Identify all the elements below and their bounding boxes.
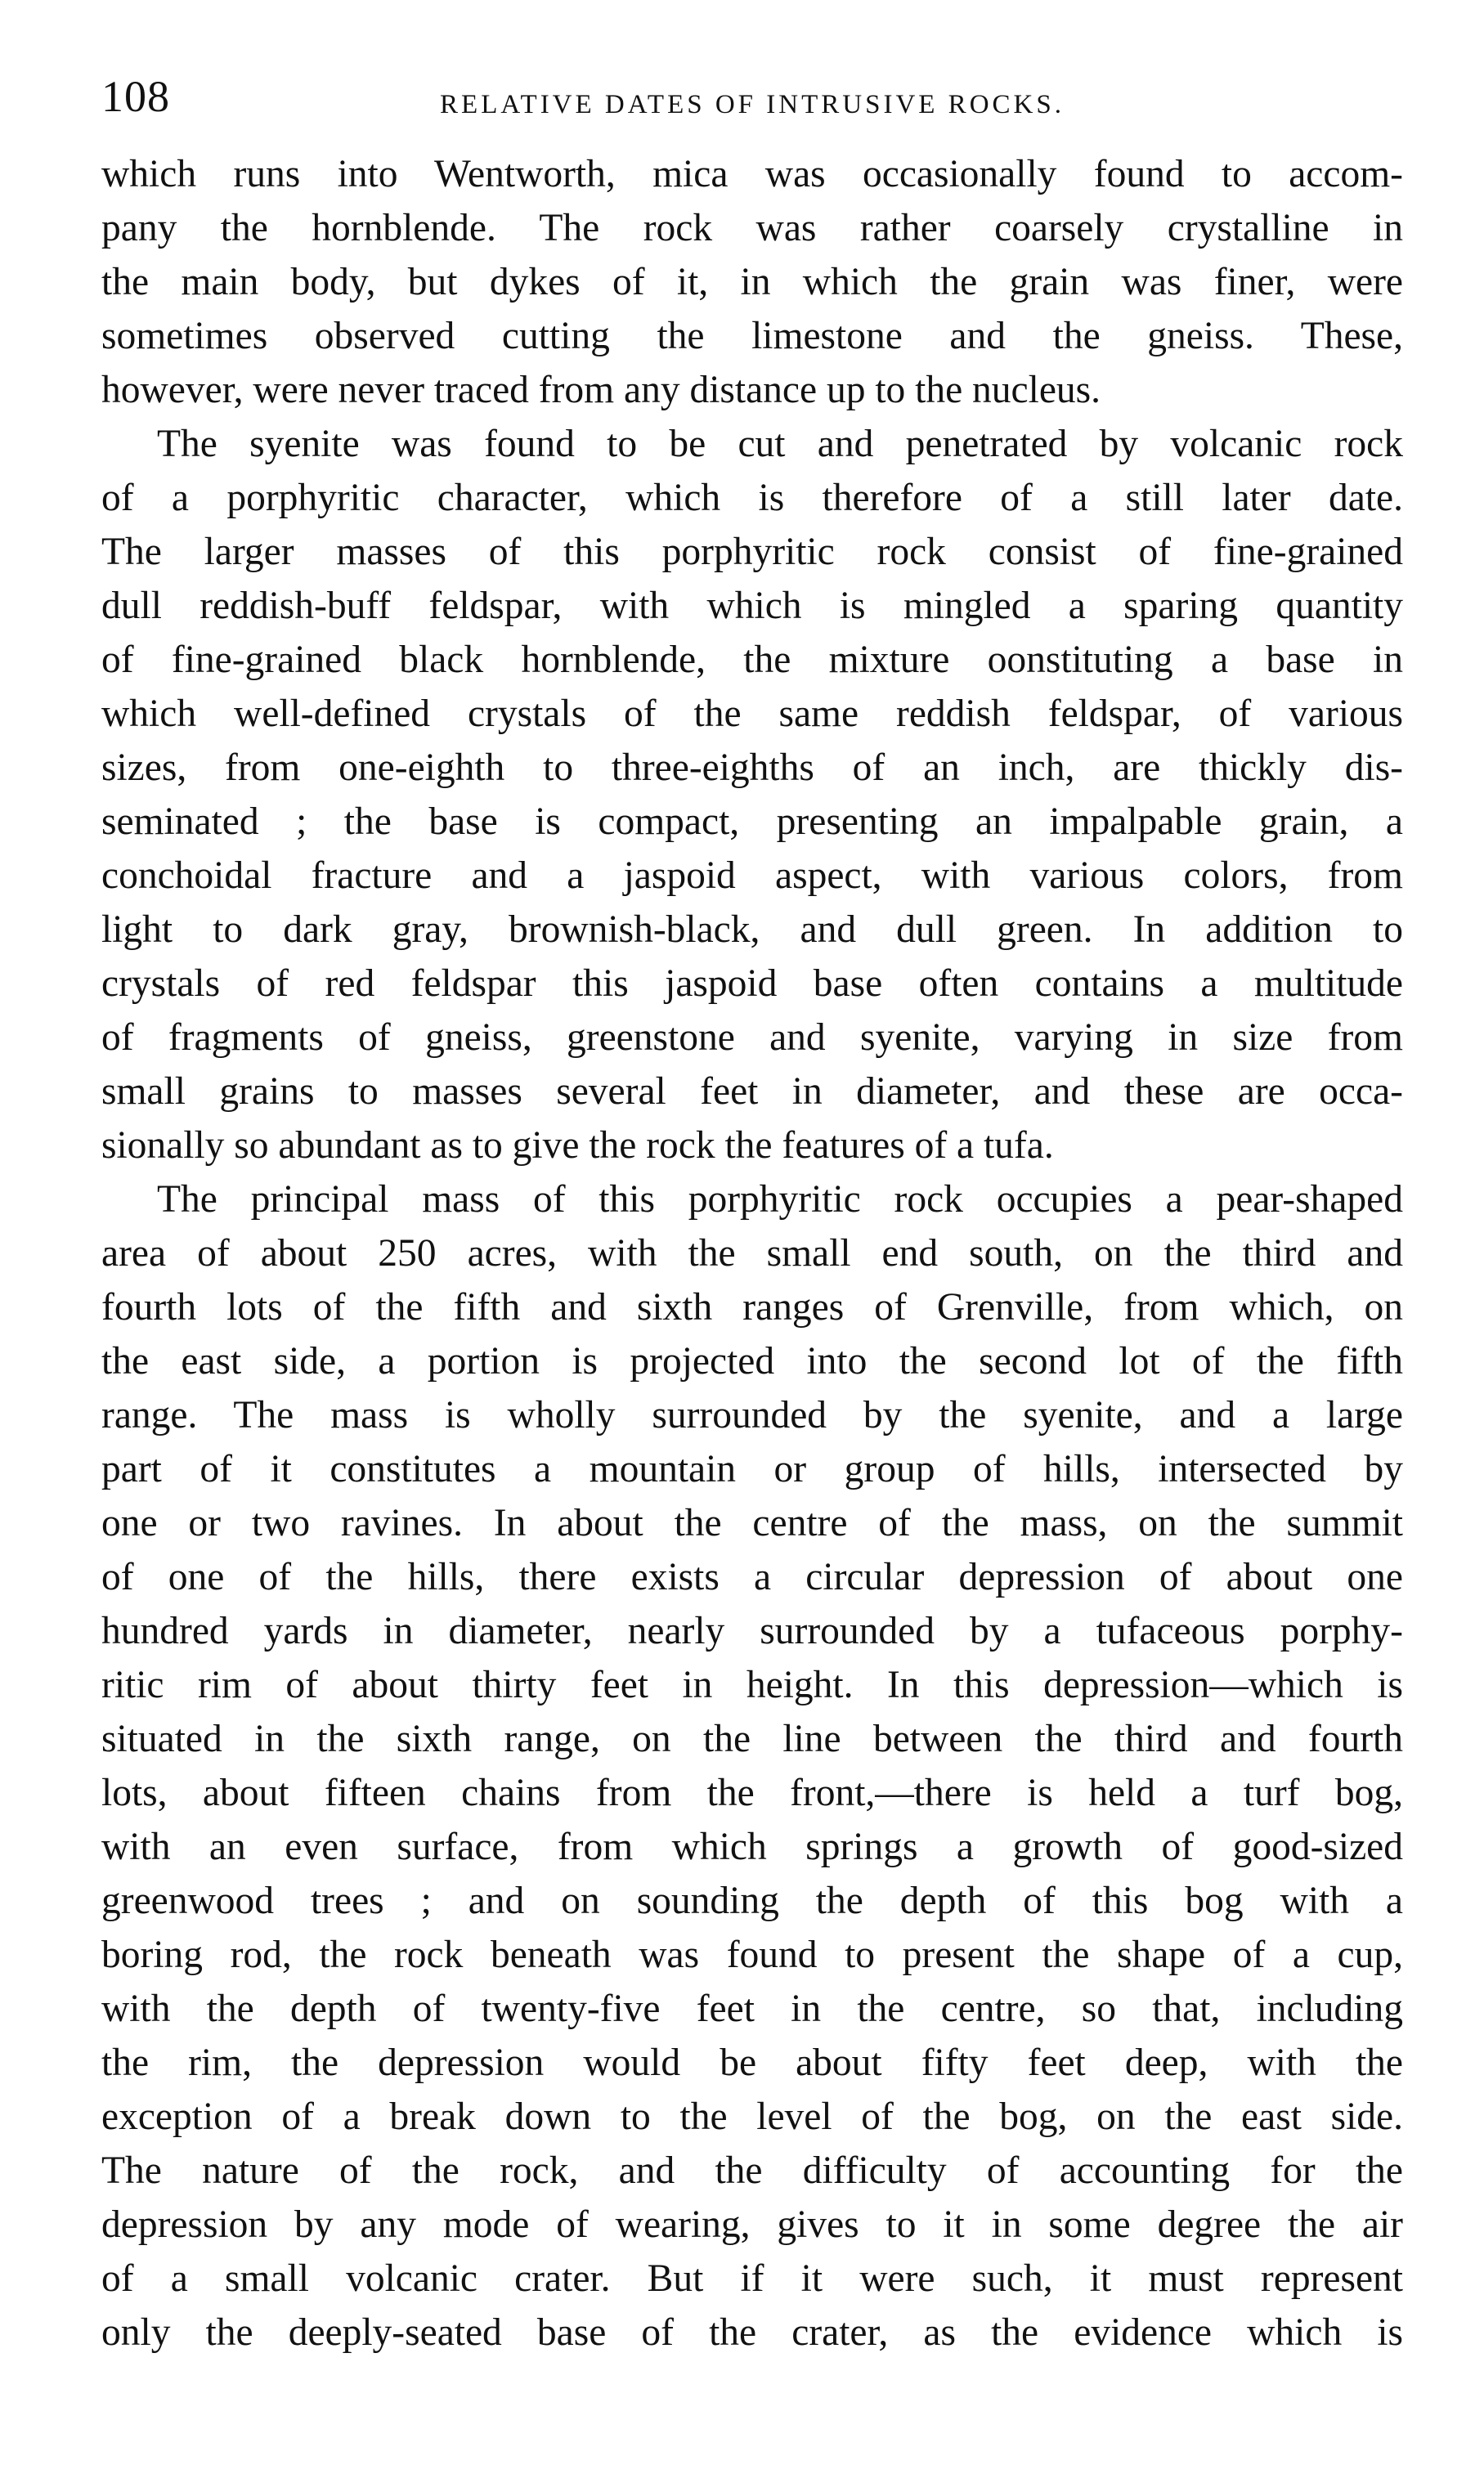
text-line: pany the hornblende. The rock was rather coarsely crystalline in bbox=[101, 207, 1403, 249]
text-line: situated in the sixth range, on the line between the third and fourth bbox=[101, 1718, 1403, 1760]
text-line: dull reddish-buff feldspar, with which is mingled a sparing quantity bbox=[101, 585, 1403, 627]
text-line: range. The mass is wholly surrounded by the syenite, and a large bbox=[101, 1394, 1403, 1436]
text-line: light to dark gray, brownish-black, and dull green. In addition to bbox=[101, 908, 1403, 951]
paragraph-3 bbox=[101, 1172, 1403, 2360]
text-line: of a small volcanic crater. But if it were such, it must represent bbox=[101, 2257, 1403, 2300]
text-line: The nature of the rock, and the difficulty of accounting for the bbox=[101, 2149, 1403, 2192]
text-line: greenwood trees ; and on sounding the depth of this bog with a bbox=[101, 1880, 1403, 1922]
text-line: the rim, the depression would be about fifty feet deep, with the bbox=[101, 2042, 1403, 2084]
text-line: the east side, a portion is projected into the second lot of the fifth bbox=[101, 1340, 1403, 1383]
text-line: which runs into Wentworth, mica was occasionally found to accom- bbox=[101, 153, 1403, 195]
text-line: with an even surface, from which springs a growth of good-sized bbox=[101, 1826, 1403, 1868]
text-line: depression by any mode of wearing, gives to it in some degree the air bbox=[101, 2203, 1403, 2246]
text-line: of one of the hills, there exists a circular depression of about one bbox=[101, 1556, 1403, 1598]
text-line: however, were never traced from any distance up to the nucleus. bbox=[101, 369, 1101, 411]
paragraph-2 bbox=[101, 417, 1403, 1172]
text-line: small grains to masses several feet in diameter, and these are occa- bbox=[101, 1070, 1403, 1113]
text-line: ritic rim of about thirty feet in height. In this depression—which is bbox=[101, 1664, 1403, 1706]
text-line: with the depth of twenty-five feet in the centre, so that, including bbox=[101, 1988, 1403, 2030]
text-line: fourth lots of the fifth and sixth ranges of Grenville, from which, on bbox=[101, 1286, 1403, 1329]
text-line: part of it constitutes a mountain or group of hills, intersected by bbox=[101, 1448, 1403, 1490]
text-line: seminated ; the base is compact, presenting an impalpable grain, a bbox=[101, 800, 1403, 843]
text-line: sionally so abundant as to give the rock the features of a tufa. bbox=[101, 1124, 1054, 1167]
text-line: of a porphyritic character, which is therefore of a still later date. bbox=[101, 477, 1403, 519]
page-number: 108 bbox=[101, 72, 170, 121]
text-line: lots, about fifteen chains from the front,—there is held a turf bog, bbox=[101, 1772, 1403, 1814]
text-line: of fragments of gneiss, greenstone and syenite, varying in size from bbox=[101, 1016, 1403, 1059]
text-line: The larger masses of this porphyritic rock consist of fine-grained bbox=[101, 531, 1403, 573]
text-line: conchoidal fracture and a jaspoid aspect, with various colors, from bbox=[101, 854, 1403, 897]
text-line: sizes, from one-eighth to three-eighths of an inch, are thickly dis- bbox=[101, 746, 1403, 789]
running-head: RELATIVE DATES OF INTRUSIVE ROCKS. bbox=[440, 90, 1065, 119]
text-line: The principal mass of this porphyritic rock occupies a pear-shaped bbox=[157, 1178, 1403, 1221]
text-line: which well-defined crystals of the same reddish feldspar, of various bbox=[101, 692, 1403, 735]
body-text bbox=[101, 147, 1403, 2360]
text-line: of fine-grained black hornblende, the mixture oonstituting a base in bbox=[101, 639, 1403, 681]
text-line: exception of a break down to the level of the bog, on the east side. bbox=[101, 2095, 1403, 2138]
text-line: hundred yards in diameter, nearly surrounded by a tufaceous porphy- bbox=[101, 1610, 1403, 1652]
text-line: The syenite was found to be cut and penetrated by volcanic rock bbox=[157, 423, 1403, 465]
text-line: sometimes observed cutting the limestone and the gneiss. These, bbox=[101, 315, 1403, 357]
page-header bbox=[101, 64, 1403, 129]
text-line: only the deeply-seated base of the crater, as the evidence which is bbox=[101, 2311, 1403, 2354]
text-line: boring rod, the rock beneath was found to present the shape of a cup, bbox=[101, 1934, 1403, 1976]
text-line: area of about 250 acres, with the small end south, on the third and bbox=[101, 1232, 1403, 1275]
paragraph-1 bbox=[101, 147, 1403, 417]
text-line: the main body, but dykes of it, in which the grain was finer, were bbox=[101, 261, 1403, 303]
text-line: one or two ravines. In about the centre of the mass, on the summit bbox=[101, 1502, 1403, 1544]
text-line: crystals of red feldspar this jaspoid base often contains a multitude bbox=[101, 962, 1403, 1005]
